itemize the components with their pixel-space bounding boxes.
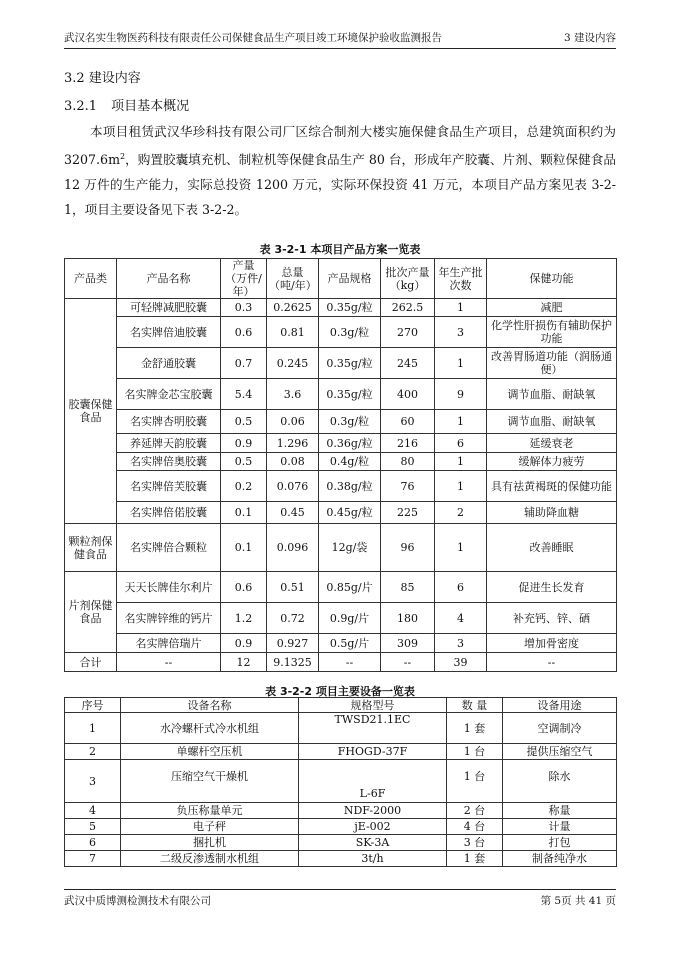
table2-header-row (65, 698, 617, 713)
table-cell: 6 (65, 835, 121, 851)
equipment-table (64, 697, 617, 867)
footer-company: 武汉中质博测检测技术有限公司 (64, 895, 211, 907)
table-cell: 0.35g/粒 (319, 299, 381, 317)
table-cell: 称量 (503, 803, 617, 819)
subsection-title: 项目基本概况 (111, 99, 190, 114)
table-total-row (65, 653, 617, 672)
table-cell: 0.35g/粒 (319, 348, 381, 379)
table-cell: 改善胃肠道功能（润肠通便） (487, 348, 617, 379)
table-cell: -- (381, 653, 435, 672)
table-cell: 0.6 (221, 572, 267, 603)
table-cell: 0.9g/片 (319, 603, 381, 634)
table-cell: 0.245 (267, 348, 319, 379)
footer-page-number: 第 5页 共 41 页 (540, 895, 616, 907)
table-cell: 0.35g/粒 (319, 379, 381, 410)
table2-caption: 表 3-2-2 项目主要设备一览表 (265, 685, 415, 698)
table-row (65, 453, 617, 471)
table-cell: 名实牌倍合颗粒 (117, 524, 221, 572)
table-cell: 9 (435, 379, 487, 410)
table-cell: 80 (381, 453, 435, 471)
table-cell: 延缓衰老 (487, 434, 617, 453)
table-cell: 名实牌倍偌胶囊 (117, 502, 221, 524)
table-cell: -- (487, 653, 617, 672)
table2-header: 设备名称 (121, 698, 299, 713)
table-cell: 打包 (503, 835, 617, 851)
header-title: 武汉名实生物医药科技有限责任公司保健食品生产项目竣工环境保护验收监测报告 (64, 32, 442, 44)
table-cell: 0.3 (221, 299, 267, 317)
group-capsule: 胶囊保健食品 (65, 299, 117, 524)
table-cell: 天天长牌佳尔利片 (117, 572, 221, 603)
table-cell: 单螺杆空压机 (121, 744, 299, 760)
table-cell: 85 (381, 572, 435, 603)
table-cell: 5.4 (221, 379, 267, 410)
paragraph-superscript: 2 (120, 152, 126, 161)
table-cell: 调节血脂、耐缺氧 (487, 379, 617, 410)
table-cell: 7 (65, 851, 121, 867)
table-cell: 名实牌杏明胶囊 (117, 410, 221, 434)
table-cell: 名实牌倍迪胶囊 (117, 317, 221, 348)
table-cell: 39 (435, 653, 487, 672)
table-cell: 促进生长发育 (487, 572, 617, 603)
table-cell: 3 (435, 634, 487, 653)
table1-header: 产量（万件/年） (221, 259, 267, 299)
table-cell: 合计 (65, 653, 117, 672)
table1-header: 年生产批次数 (435, 259, 487, 299)
table-row (65, 851, 617, 867)
table-cell: 0.927 (267, 634, 319, 653)
table-cell: 5 (65, 819, 121, 835)
table-cell: 0.2625 (267, 299, 319, 317)
table-cell: 0.076 (267, 471, 319, 502)
overview-paragraph (64, 119, 616, 222)
table-row (65, 410, 617, 434)
table-cell: 名实牌倍奥胶囊 (117, 453, 221, 471)
table-cell: 12 (221, 653, 267, 672)
table-cell: 1 (435, 299, 487, 317)
table-cell: 4 (435, 603, 487, 634)
subsection-heading (64, 95, 189, 114)
table2-header: 数 量 (447, 698, 503, 713)
table-cell: 1 套 (447, 713, 503, 744)
paragraph-text-a: 本项目租赁武汉华珍科技有限公司厂区综合制剂大楼实施保健食品生产项目，总建筑面积约为 3207.6m (64, 124, 616, 168)
table-cell: 计量 (503, 819, 617, 835)
table-row (65, 634, 617, 653)
table-cell: -- (319, 653, 381, 672)
table-cell: 0.81 (267, 317, 319, 348)
table-cell: 400 (381, 379, 435, 410)
table-cell: 1 (65, 713, 121, 744)
table-cell: 0.5g/片 (319, 634, 381, 653)
table1-header-row (65, 259, 617, 299)
table-cell: 电子秤 (121, 819, 299, 835)
table-cell: 负压称量单元 (121, 803, 299, 819)
table-cell: 提供压缩空气 (503, 744, 617, 760)
table-cell: 2 台 (447, 803, 503, 819)
table-cell: 具有祛黄褐斑的保健功能 (487, 471, 617, 502)
table-cell: 2 (65, 744, 121, 760)
table-cell: 245 (381, 348, 435, 379)
table-cell: 2 (435, 502, 487, 524)
table-cell: 3.6 (267, 379, 319, 410)
table-cell: 补充钙、锌、硒 (487, 603, 617, 634)
header-chapter: 3 建设内容 (563, 32, 616, 44)
table2-header: 设备用途 (503, 698, 617, 713)
table-cell: 0.08 (267, 453, 319, 471)
table-cell: 0.2 (221, 471, 267, 502)
table-cell: 225 (381, 502, 435, 524)
table-cell: 可轻牌减肥胶囊 (117, 299, 221, 317)
table-row (65, 299, 617, 317)
table-cell: 0.6 (221, 317, 267, 348)
table-cell: 96 (381, 524, 435, 572)
table-cell: 0.4g/粒 (319, 453, 381, 471)
table-cell: 60 (381, 410, 435, 434)
table-cell: 0.5 (221, 410, 267, 434)
table-cell: 1 台 (447, 744, 503, 760)
table-cell: 0.06 (267, 410, 319, 434)
table-cell: 化学性肝损伤有辅助保护功能 (487, 317, 617, 348)
table-row (65, 803, 617, 819)
table-cell: 调节血脂、耐缺氧 (487, 410, 617, 434)
table1-header: 批次产量（kg） (381, 259, 435, 299)
table-cell: 水冷螺杆式冷水机组 (121, 713, 299, 744)
table-row (65, 572, 617, 603)
table-cell: 增加骨密度 (487, 634, 617, 653)
table-cell: 0.85g/片 (319, 572, 381, 603)
table-row (65, 760, 617, 803)
table-cell: 辅助降血糖 (487, 502, 617, 524)
table-cell: 1 (435, 453, 487, 471)
table1-header: 产品规格 (319, 259, 381, 299)
table-cell: 0.51 (267, 572, 319, 603)
page-footer (64, 889, 616, 908)
table-cell: 二级反渗透制水机组 (121, 851, 299, 867)
table-cell: 名实牌倍芙胶囊 (117, 471, 221, 502)
table-cell: 4 台 (447, 819, 503, 835)
table2-header: 规格型号 (299, 698, 447, 713)
table-cell: 制备纯净水 (503, 851, 617, 867)
table-cell: 改善睡眠 (487, 524, 617, 572)
table-cell: 3 (65, 760, 121, 803)
table-cell: SK-3A (299, 835, 447, 851)
table-cell: 名实牌锌维的钙片 (117, 603, 221, 634)
table-cell: 压缩空气干燥机 (121, 760, 299, 803)
table-cell: TWSD21.1EC (299, 713, 447, 744)
table-cell: 0.1 (221, 502, 267, 524)
table-cell: NDF-2000 (299, 803, 447, 819)
table-cell: 270 (381, 317, 435, 348)
table-cell: 309 (381, 634, 435, 653)
paragraph-text-b: ，购置胶囊填充机、制粒机等保健食品生产 80 台，形成年产胶囊、片剂、颗粒保健食品 12 万件的生产能力，实际总投资 1200 万元，实际环保投资 41 万元，本项目产品方案见表 3-2-1，项目主要设备见下表 3-2-2。 (64, 152, 616, 218)
table-cell: 0.72 (267, 603, 319, 634)
table-row (65, 317, 617, 348)
table-cell: FHOGD-37F (299, 744, 447, 760)
table-cell: 0.36g/粒 (319, 434, 381, 453)
table-cell: 1 (435, 524, 487, 572)
table-cell: 0.7 (221, 348, 267, 379)
table-cell: 0.38g/粒 (319, 471, 381, 502)
table-cell: 1 (435, 348, 487, 379)
table-cell: 名实牌金芯宝胶囊 (117, 379, 221, 410)
table-cell: 1 (435, 410, 487, 434)
table-cell: 1 (435, 471, 487, 502)
table-row (65, 379, 617, 410)
table-cell: 76 (381, 471, 435, 502)
table-cell: 0.3g/粒 (319, 317, 381, 348)
table-row (65, 819, 617, 835)
table-row (65, 524, 617, 572)
table-cell: 捆扎机 (121, 835, 299, 851)
table1-caption: 表 3-2-1 本项目产品方案一览表 (259, 243, 421, 256)
table-cell: 养延牌天韵胶囊 (117, 434, 221, 453)
table-cell: 金舒通胶囊 (117, 348, 221, 379)
table-cell: 0.5 (221, 453, 267, 471)
table-row (65, 434, 617, 453)
table-cell: 0.3g/粒 (319, 410, 381, 434)
table1-header: 保健功能 (487, 259, 617, 299)
table-cell: 空调制冷 (503, 713, 617, 744)
product-plan-table (64, 258, 617, 672)
table-cell: 0.45g/粒 (319, 502, 381, 524)
table-row (65, 348, 617, 379)
table-cell: 4 (65, 803, 121, 819)
page-header (64, 30, 616, 49)
table-row (65, 744, 617, 760)
table2-header: 序号 (65, 698, 121, 713)
table-cell: 3t/h (299, 851, 447, 867)
subsection-number: 3.2.1 (64, 99, 98, 114)
table-cell: -- (117, 653, 221, 672)
table-cell: 缓解体力疲劳 (487, 453, 617, 471)
table-cell: 216 (381, 434, 435, 453)
table-row (65, 603, 617, 634)
table-cell: jE-002 (299, 819, 447, 835)
table-cell: 1.2 (221, 603, 267, 634)
table-row (65, 835, 617, 851)
table-cell: 0.9 (221, 434, 267, 453)
table-cell: 12g/袋 (319, 524, 381, 572)
table1-header: 产品名称 (117, 259, 221, 299)
table-cell: 名实牌倍瑞片 (117, 634, 221, 653)
table-cell: 3 台 (447, 835, 503, 851)
table-cell: 1.296 (267, 434, 319, 453)
table-cell: 6 (435, 434, 487, 453)
table-cell: 0.45 (267, 502, 319, 524)
table-cell: 减肥 (487, 299, 617, 317)
table-cell: 180 (381, 603, 435, 634)
table-cell: 1 套 (447, 851, 503, 867)
table-cell: L-6F (299, 760, 447, 803)
table-row (65, 502, 617, 524)
table-cell: 0.1 (221, 524, 267, 572)
group-granule: 颗粒剂保健食品 (65, 524, 117, 572)
table-cell: 1 台 (447, 760, 503, 803)
table-cell: 9.1325 (267, 653, 319, 672)
table-row (65, 713, 617, 744)
table-cell: 262.5 (381, 299, 435, 317)
table-cell: 0.096 (267, 524, 319, 572)
table-cell: 6 (435, 572, 487, 603)
section-heading: 3.2 建设内容 (64, 71, 141, 86)
table-row (65, 471, 617, 502)
table-cell: 除水 (503, 760, 617, 803)
table-cell: 0.9 (221, 634, 267, 653)
table-cell: 3 (435, 317, 487, 348)
group-tablet: 片剂保健食品 (65, 572, 117, 653)
table1-header: 产品类 (65, 259, 117, 299)
table1-header: 总量（吨/年） (267, 259, 319, 299)
